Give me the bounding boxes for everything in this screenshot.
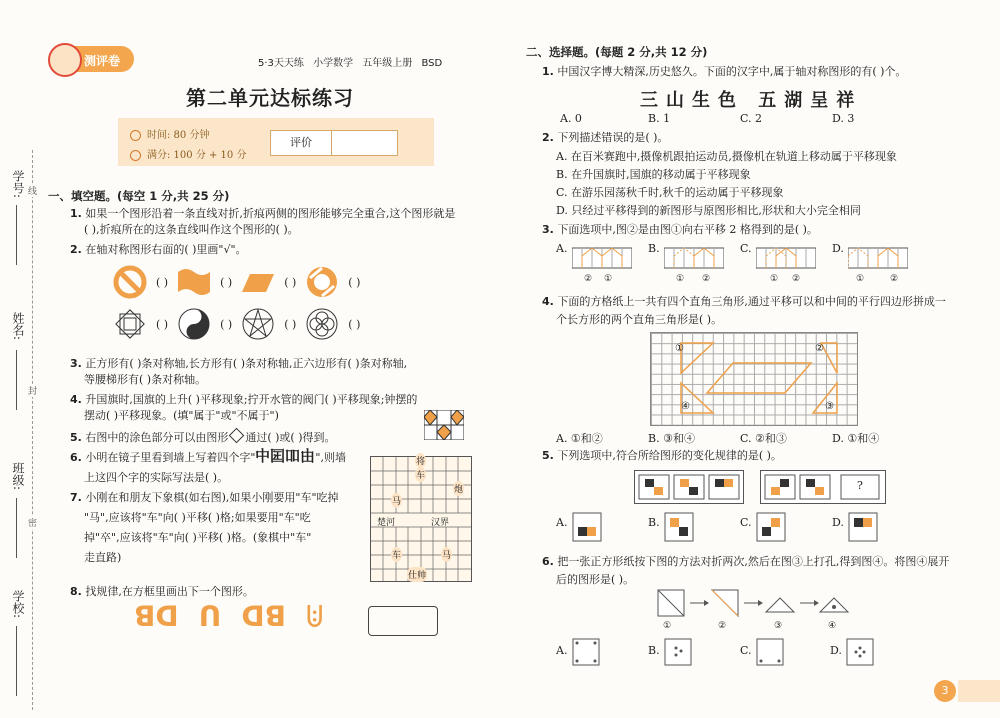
s2-q2-opt-a[interactable]: A. 在百米赛跑中,摄像机跟拍运动员,摄像机在轨道上移动属于平移现象 [556, 150, 897, 163]
time-info: 时间: 80 分钟 [130, 126, 209, 141]
s2-q5-opt-c[interactable]: C. [740, 516, 752, 529]
pattern-3-icon: ꓷꓭ [241, 600, 286, 633]
no-sign-icon [112, 264, 148, 300]
q2-answer[interactable]: ( ) [220, 317, 233, 331]
q2-text: 2. 在轴对称图形右面的( )里画"√"。 [70, 243, 247, 256]
s2-q5-options [556, 512, 916, 552]
s2-q6-opt-a[interactable]: A. [556, 644, 568, 657]
mascot-icon [48, 43, 82, 77]
q5-figure [424, 410, 464, 440]
q7-line2: "马",应该将"车"向( )平移( )格;如果要用"车"吃 [84, 511, 311, 524]
yinyang-icon [176, 306, 212, 342]
s2-q2-opt-b[interactable]: B. 在升国旗时,国旗的移动属于平移现象 [556, 168, 751, 181]
q7-line4: 走直路) [84, 551, 122, 564]
parallelogram-icon [240, 264, 276, 300]
s2-q4-opt-d[interactable]: D. ①和④ [832, 432, 880, 445]
chess-piece-pao: 炮 [453, 481, 464, 496]
flower-of-life-icon [304, 306, 340, 342]
s2-q6-line2: 后的图形是( )。 [556, 573, 635, 586]
s2-q3-figure-c [756, 244, 816, 274]
s2-q1-text: 1. 中国汉字博大精深,历史悠久。下面的汉字中,属于轴对称图形的有( )个。 [542, 65, 907, 78]
s2-q5-figure-d [848, 512, 878, 542]
page-title: 第二单元达标练习 [186, 86, 354, 110]
q1-line2: ( ),折痕所在的这条直线叫作这个图形的( )。 [84, 223, 299, 236]
pattern-4-icon: ꖹ [305, 600, 324, 633]
s2-q1-opt-a[interactable]: A. 0 [560, 112, 582, 125]
name-label: 姓名: [11, 312, 25, 341]
s2-q6-line1: 6. 把一张正方形纸按下图的方法对折两次,然后在图③上打孔,得到图④。将图④展开 [542, 555, 950, 568]
q2-row1 [112, 264, 360, 300]
flag-icon [176, 264, 212, 300]
seal-mark: 封 [28, 384, 37, 397]
s2-q6-figure-d [846, 638, 874, 666]
student-number-label: 学号: [11, 170, 25, 199]
school-field[interactable] [16, 626, 17, 696]
s2-q1-opt-b[interactable]: B. 1 [648, 112, 671, 125]
chess-piece-ma: 马 [391, 493, 402, 508]
q7-line3: 掉"卒",应该将"车"向( )平移( )格。(象棋中"车" [84, 531, 312, 544]
q2-answer[interactable]: ( ) [156, 317, 169, 331]
s2-q3-options: A. ② ① B. ① ② C. ① ② D. ① ② [556, 242, 936, 292]
s2-q5-seq2: ? [760, 470, 886, 504]
q2-answer[interactable]: ( ) [348, 317, 361, 331]
chess-border: 汉界 [431, 518, 450, 528]
s2-q3-figure-b [664, 244, 724, 274]
s2-q3-figure-d [848, 244, 908, 274]
page-number: 3 [934, 680, 956, 702]
class-label: 班级: [11, 462, 25, 491]
q5-text: 5. 右图中的涂色部分可以由图形 通过( )或( )得到。 [70, 430, 336, 446]
secret-mark: 密 [28, 516, 37, 529]
q6-line2: 上这四个字的实际写法是( )。 [84, 471, 229, 484]
q3-line1: 3. 正方形有( )条对称轴,长方形有( )条对称轴,正六边形有( )条对称轴, [70, 357, 408, 370]
badge-label: 测评卷 [84, 54, 121, 68]
s2-q2-opt-c[interactable]: C. 在游乐园荡秋千时,秋千的运动属于平移现象 [556, 186, 784, 199]
q4-line1: 4. 升国旗时,国旗的上升( )平移现象;拧开水管的阀门( )平移现象;钟摆的 [70, 393, 418, 406]
q2-answer[interactable]: ( ) [284, 317, 297, 331]
student-number-field[interactable] [16, 205, 17, 265]
school-label: 学校: [11, 590, 25, 619]
s2-q6-fold-steps [652, 586, 852, 622]
s2-q5-figure-b [664, 512, 694, 542]
s2-q5-opt-b[interactable]: B. [648, 516, 660, 529]
evaluation-box [270, 130, 398, 156]
s2-q5-text: 5. 下列选项中,符合所给图形的变化规律的是( )。 [542, 449, 782, 462]
s2-q4-line2: 个长方形的两个直角三角形是( )。 [556, 313, 723, 326]
pattern-1-icon: ꓭꓷ [134, 600, 179, 633]
s2-q6-figure-a [572, 638, 600, 666]
s2-q1-opt-c[interactable]: C. 2 [740, 112, 763, 125]
s2-q3-text: 3. 下面选项中,图②是由图①向右平移 2 格得到的是( )。 [542, 223, 818, 236]
diamond-icon [229, 428, 245, 444]
swirl-logo-icon [304, 264, 340, 300]
chess-piece-shi-shuai: 仕帅 [407, 567, 427, 582]
s2-q3-opt-a[interactable]: A. [556, 242, 568, 255]
line-mark: 线 [28, 184, 37, 197]
s2-q6-opt-b[interactable]: B. [648, 644, 660, 657]
s2-q1-opt-d[interactable]: D. 3 [832, 112, 855, 125]
pentagram-icon [240, 306, 276, 342]
section1-heading: 一、填空题。(每空 1 分,共 25 分) [48, 189, 230, 203]
pattern-sequence [134, 600, 323, 634]
binding-line [32, 150, 33, 710]
s2-q4-line1: 4. 下面的方格纸上一共有四个直角三角形,通过平移可以和中间的平行四边形拼成一 [542, 295, 946, 308]
s2-q3-figure-a [572, 244, 632, 274]
s2-q6-opt-d[interactable]: D. [830, 644, 842, 657]
page-strip [958, 680, 1000, 702]
q1-line1: 1. 如果一个图形沿着一条直线对折,折痕两侧的图形能够完全重合,这个图形就是 [70, 207, 456, 220]
q6-line1: 6. 小明在镜子里看到墙上写着四个字"由吅国中",则墙 [70, 447, 346, 465]
q2-answer[interactable]: ( ) [220, 275, 233, 289]
s2-q5-seq1 [634, 470, 744, 504]
chess-piece-che-top: 车 [415, 467, 426, 482]
q8-text: 8. 找规律,在方框里画出下一个图形。 [70, 585, 254, 598]
s2-q2-opt-d[interactable]: D. 只经过平移得到的新图形与原图形相比,形状和大小完全相同 [556, 204, 861, 217]
s2-q3-opt-d[interactable]: D. [832, 242, 844, 255]
q4-line2: 摆动( )平移现象。(填"属于"或"不属于") [84, 409, 279, 422]
clock-icon [130, 130, 141, 141]
s2-q3-opt-b[interactable]: B. [648, 242, 660, 255]
q2-row2 [112, 306, 360, 342]
s2-q1-chars: 三山生色 五湖呈祥 [640, 90, 863, 111]
class-field[interactable] [16, 498, 17, 558]
s2-q5-opt-a[interactable]: A. [556, 516, 568, 529]
s2-q5-opt-d[interactable]: D. [832, 516, 844, 529]
s2-q5-figure-a [572, 512, 602, 542]
star-square-icon [112, 306, 148, 342]
q7-line1: 7. 小刚在和朋友下象棋(如右图),如果小刚要用"车"吃掉 [70, 491, 339, 504]
q3-line2: 等腰梯形有( )条对称轴。 [84, 373, 207, 386]
q8-answer-box[interactable] [368, 606, 438, 636]
s2-q4-grid: ① ② ③ ④ [650, 332, 858, 426]
pattern-2-icon: ꓵ [198, 600, 222, 633]
s2-q6-figure-c [756, 638, 784, 666]
chess-piece-jiang: 将 [415, 453, 426, 468]
s2-q5-figure-c [756, 512, 786, 542]
score-info: 满分: 100 分 + 10 分 [130, 146, 246, 161]
s2-q3-opt-c[interactable]: C. [740, 242, 752, 255]
name-field[interactable] [16, 350, 17, 410]
s2-q6-opt-c[interactable]: C. [740, 644, 752, 657]
chess-piece-che-red: 车 [391, 547, 402, 562]
chess-piece-ma-red: 马 [441, 547, 452, 562]
test-badge [50, 46, 134, 72]
chess-board [370, 456, 472, 582]
check-icon [130, 150, 141, 161]
q2-answer[interactable]: ( ) [348, 275, 361, 289]
q2-answer[interactable]: ( ) [156, 275, 169, 289]
s2-q6-options [556, 638, 876, 672]
mirror-word: 由吅国中 [255, 447, 316, 465]
s2-q2-text: 2. 下列描述错误的是( )。 [542, 131, 669, 144]
s2-q4-opt-a[interactable]: A. ①和② [556, 432, 603, 445]
section2-heading: 二、选择题。(每题 2 分,共 12 分) [526, 45, 708, 59]
book-meta: 5·3天天练 小学数学 五年级上册 BSD [258, 58, 443, 69]
chess-river: 楚河 [377, 518, 396, 528]
q2-answer[interactable]: ( ) [284, 275, 297, 289]
s2-q4-opt-c[interactable]: C. ②和③ [740, 432, 787, 445]
eval-label: 评价 [271, 131, 332, 155]
s2-q6-figure-b [664, 638, 692, 666]
s2-q4-opt-b[interactable]: B. ③和④ [648, 432, 695, 445]
